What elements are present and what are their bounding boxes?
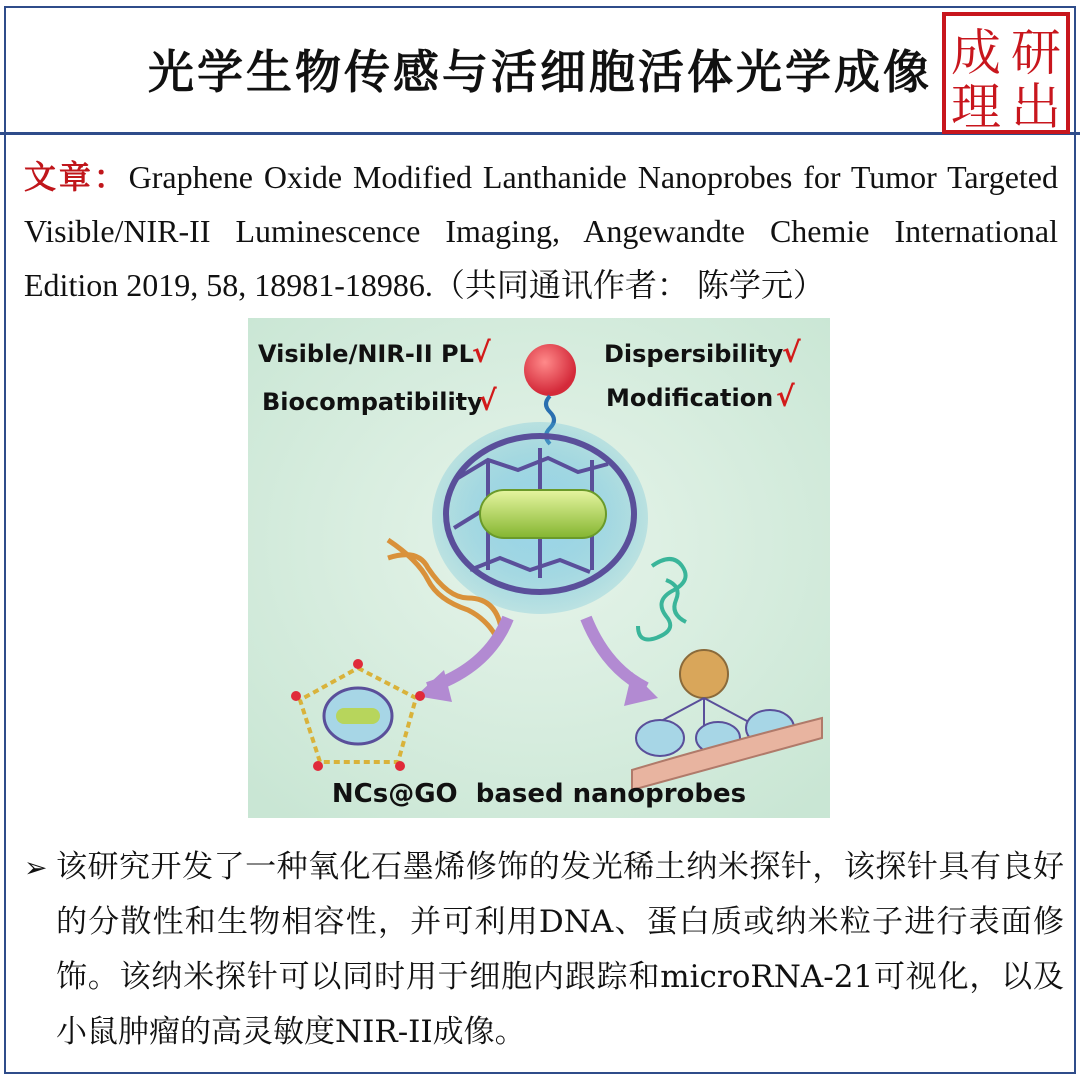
seal-char-3: 理 [951, 78, 1001, 136]
page-title: 光学生物传感与活细胞活体光学成像 [148, 45, 932, 99]
header-divider [0, 132, 1080, 135]
red-nanoparticle-icon [524, 344, 576, 396]
check-icon: √ [776, 380, 795, 413]
summary-paragraph [24, 840, 1064, 1060]
seal-stamp [940, 10, 1072, 136]
article-label: 文章： [24, 158, 129, 196]
check-icon: √ [478, 384, 497, 417]
feature-label-biocompatibility: Biocompatibility [262, 388, 483, 416]
feature-label-visible-nir: Visible/NIR-II PL [258, 340, 474, 368]
gold-nanoparticle-icon [680, 650, 728, 698]
check-icon: √ [782, 336, 801, 369]
bullet-arrow-icon: ➢ [24, 851, 48, 884]
article-citation [24, 150, 1058, 312]
seal-char-2: 成 [951, 24, 1001, 82]
check-icon: √ [472, 336, 491, 369]
figure-caption: NCs@GO based nanoprobes [331, 779, 747, 809]
feature-label-modification: Modification [606, 384, 774, 412]
nanoprobe-figure [248, 318, 830, 818]
article-text: Graphene Oxide Modified Lanthanide Nanoprobes for Tumor Targeted Visible/NIR-II Luminescence Imaging, Angewandte Chemie International Edition 2019, 58, 18981-18986.（共同通讯作者： 陈学元） [24, 159, 1058, 303]
seal-char-4: 出 [1011, 78, 1061, 136]
feature-label-dispersibility: Dispersibility [604, 340, 784, 368]
seal-char-1: 研 [1011, 24, 1061, 82]
summary-text: 该研究开发了一种氧化石墨烯修饰的发光稀土纳米探针，该探针具有良好的分散性和生物相容性，并可利用DNA、蛋白质或纳米粒子进行表面修饰。该纳米探针可以同时用于细胞内跟踪和microRNA-21可视化，以及小鼠肿瘤的高灵敏度NIR-II成像。 [56, 849, 1064, 1050]
nanocrystal-core-icon [480, 490, 606, 538]
